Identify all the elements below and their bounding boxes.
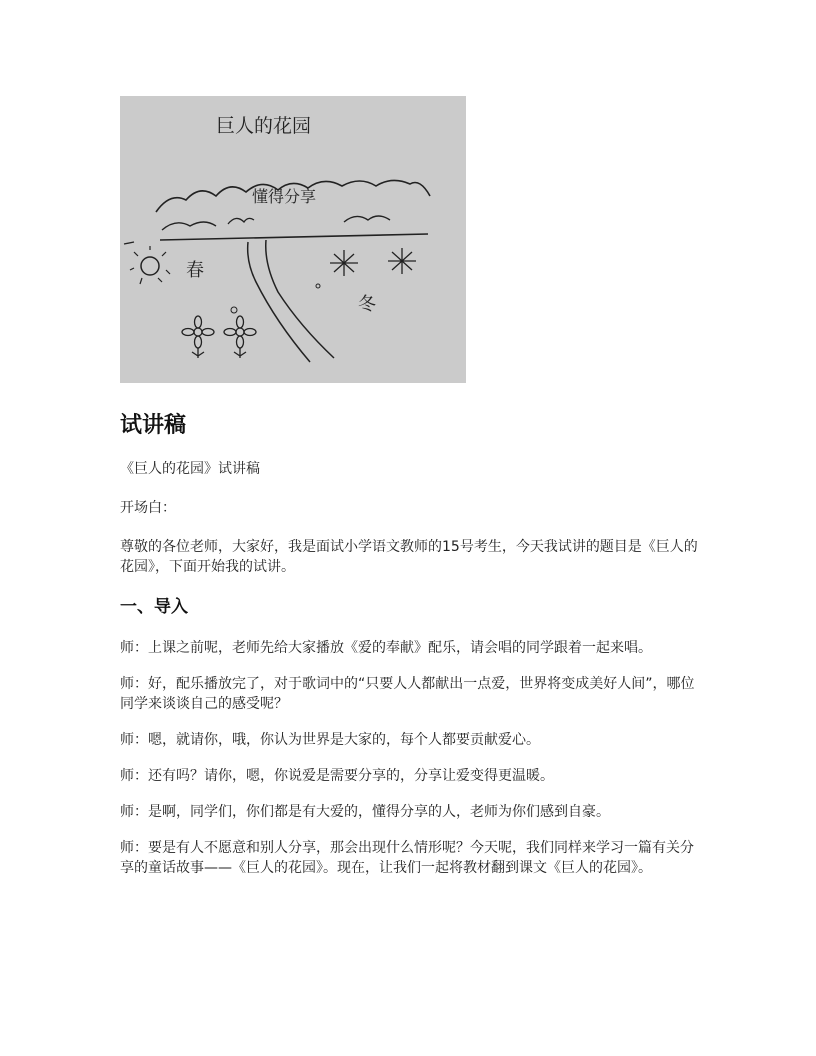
paragraph-6: 师：要是有人不愿意和别人分享，那会出现什么情形呢？今天呢，我们同样来学习一篇有关分享的童话故事——《巨人的花园》。现在，让我们一起将教材翻到课文《巨人的花园》。 [120, 840, 694, 876]
sketch-drawing [120, 96, 466, 383]
sketch-caption: 懂得分享 [252, 187, 317, 206]
hand-drawn-sketch-image [120, 96, 466, 383]
section-heading-intro: 一、导入 [120, 597, 188, 617]
label-winter: 冬 [358, 294, 376, 315]
paragraph-4: 师：还有吗？请你，嗯，你说爱是需要分享的，分享让爱变得更温暖。 [120, 768, 554, 784]
paragraph-5: 师：是啊，同学们，你们都是有大爱的，懂得分享的人，老师为你们感到自豪。 [120, 804, 610, 820]
document-title: 试讲稿 [120, 413, 187, 438]
document-page [120, 96, 700, 878]
paragraph-2: 师：好，配乐播放完了，对于歌词中的“只要人人都献出一点爱，世界将变成美好人间”，哪位同学来谈谈自己的感受呢？ [120, 676, 695, 712]
document-subtitle: 《巨人的花园》试讲稿 [120, 461, 260, 477]
paragraph-3: 师：嗯，就请你，哦，你认为世界是大家的，每个人都要贡献爱心。 [120, 732, 540, 748]
label-spring: 春 [186, 260, 204, 281]
sketch-title: 巨人的花园 [216, 115, 312, 137]
opening-paragraph: 尊敬的各位老师，大家好，我是面试小学语文教师的15号考生，今天我试讲的题目是《巨人的花园》，下面开始我的试讲。 [120, 539, 698, 575]
snowflake-icon-2 [388, 248, 416, 274]
paragraph-1: 师：上课之前呢，老师先给大家播放《爱的奉献》配乐，请会唱的同学跟着一起来唱。 [120, 640, 652, 656]
opening-label: 开场白： [120, 500, 176, 516]
snowflake-icon-1 [330, 250, 358, 276]
